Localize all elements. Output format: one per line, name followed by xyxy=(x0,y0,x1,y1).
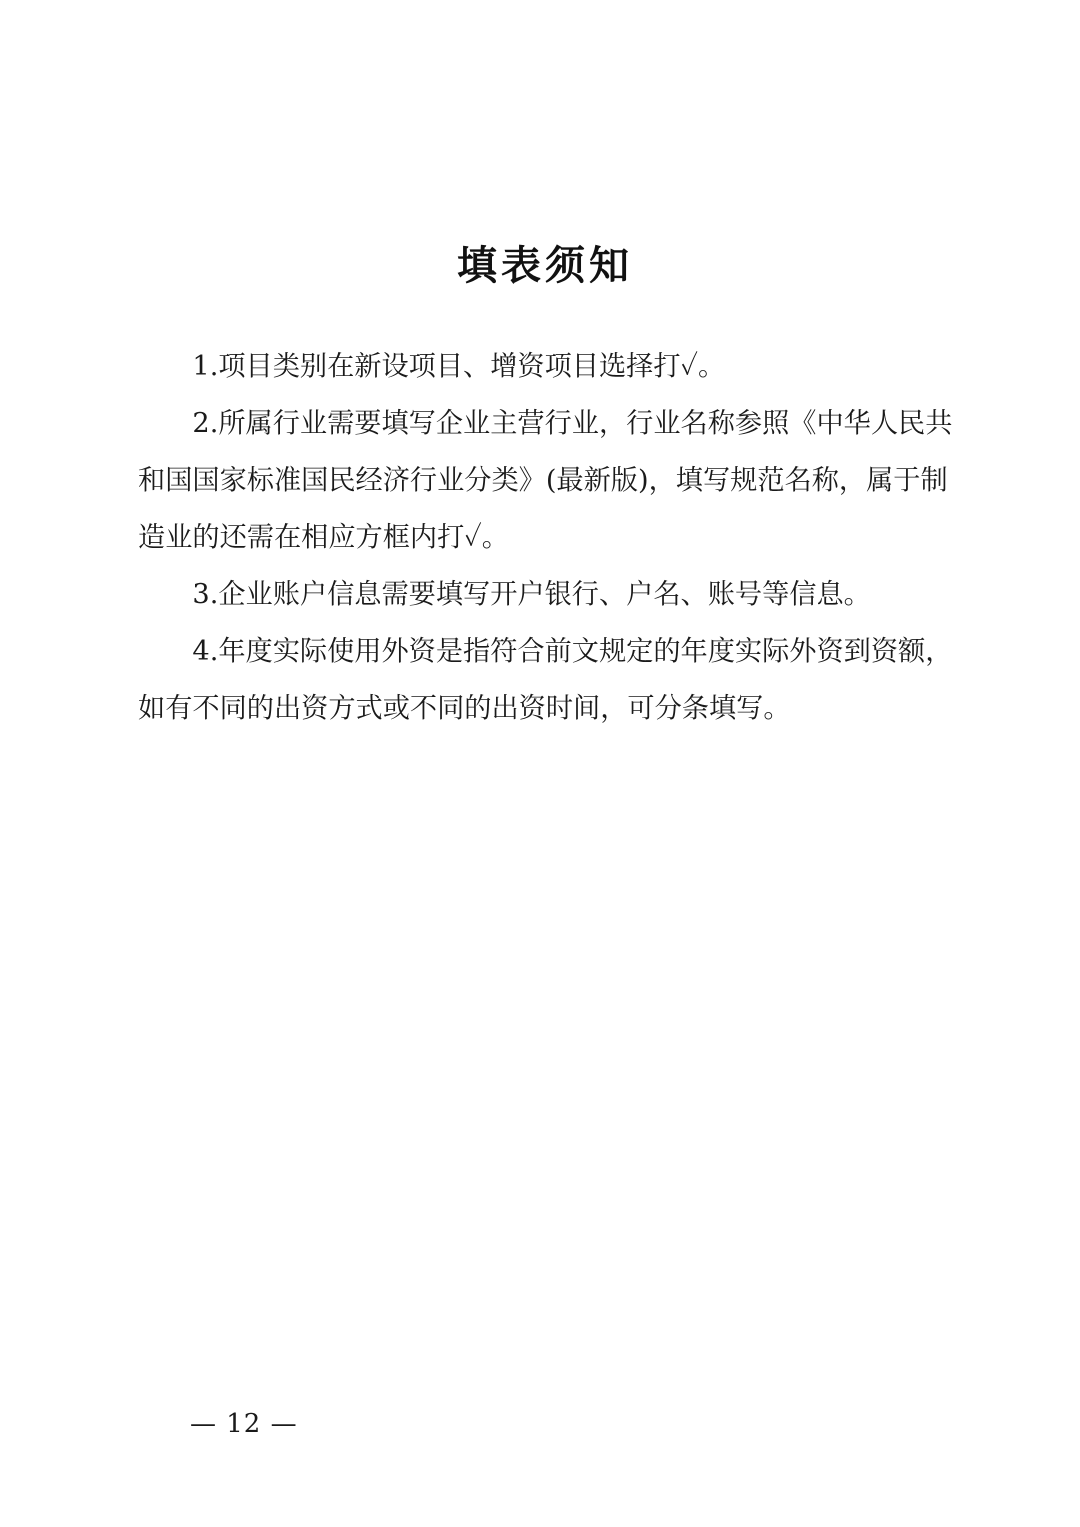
page-title: 填表须知 xyxy=(457,243,633,289)
page-number: — 12 — xyxy=(190,1409,298,1439)
instruction-item-3: 3.企业账户信息需要填写开户银行、户名、账号等信息。 xyxy=(192,579,871,610)
instruction-item-4: 4.年度实际使用外资是指符合前文规定的年度实际外资到资额，如有不同的出资方式或不同的出资时间，可分条填写。 xyxy=(138,636,953,724)
instruction-item-2: 2.所属行业需要填写企业主营行业，行业名称参照《中华人民共和国国家标准国民经济行业分类》(最新版)，填写规范名称，属于制造业的还需在相应方框内打✓。 xyxy=(138,408,953,553)
instructions-body xyxy=(138,338,954,737)
instruction-item-1: 1.项目类别在新设项目、增资项目选择打✓。 xyxy=(192,351,726,382)
